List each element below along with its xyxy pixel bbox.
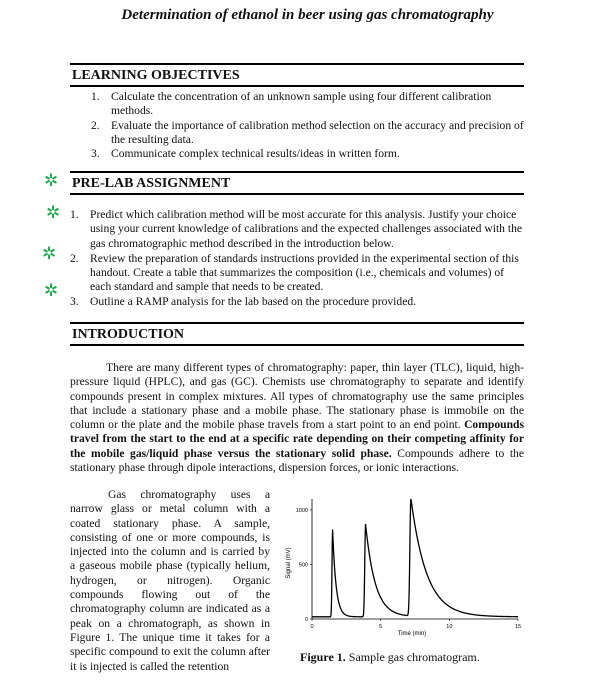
list-item: 2. Review the preparation of standards instructions provided in the experimental section of this handout. Create a table that summarizes the composition (i.e., chemicals and volumes) of each standard and sample that needs to be created. <box>70 251 519 294</box>
list-item: 1. Predict which calibration method will be most accurate for this analysis. Justify your choice using your current knowledge of calibrations and the expected challenges associated with the gas chromatographic method described in the introduction below. <box>70 208 523 250</box>
document-title: Determination of ethanol in beer using gas chromatography <box>121 7 494 23</box>
list-item: 3. Communicate complex technical results/ideas in written form. <box>91 147 400 161</box>
x-tick-label: 0 <box>310 624 314 630</box>
chart-axes <box>312 499 518 619</box>
prelab-list <box>70 208 524 309</box>
green-star-icon: ✲ <box>44 281 59 301</box>
green-star-icon: ✲ <box>42 244 57 264</box>
introduction-gc-paragraph: Gas chromatography uses a narrow glass or metal column with a coated stationary phase. A sample, consisting of one or more compounds, is injected into the column and is carried by a gaseous mobile phase (typically helium, hydrogen, or nitrogen). Organic compounds flowing out of the chromatography column are indicated as a peak on a chromatograph, as shown in Figure 1. The unique time it takes for a specific compound to exit the column after it is injected is called the retention <box>70 488 270 673</box>
chromatogram-trace <box>312 499 518 617</box>
list-item: 1. Calculate the concentration of an unknown sample using four different calibration methods. <box>91 90 492 118</box>
y-tick-label: 0 <box>304 617 308 623</box>
green-star-icon: ✲ <box>44 171 59 191</box>
list-item: 3. Outline a RAMP analysis for the lab based on the procedure provided. <box>70 294 417 308</box>
prelab-heading: PRE-LAB ASSIGNMENT <box>70 171 524 195</box>
x-axis-ticks <box>310 619 521 630</box>
learning-objectives-heading: LEARNING OBJECTIVES <box>70 63 524 87</box>
y-tick-label: 500 <box>298 562 308 569</box>
figure-caption: Figure 1. Sample gas chromatogram. <box>300 650 480 664</box>
learning-objectives-list <box>91 90 524 161</box>
x-tick-label: 10 <box>446 624 453 630</box>
y-axis-label: Signal (mV) <box>286 547 292 579</box>
introduction-heading: INTRODUCTION <box>70 322 524 346</box>
x-tick-label: 5 <box>379 624 383 630</box>
chromatogram-chart <box>282 495 522 645</box>
prelab-section <box>70 171 524 309</box>
list-item: 2. Evaluate the importance of calibration method selection on the accuracy and precision of the resulting data. <box>91 118 524 146</box>
y-tick-label: 1000 <box>295 507 308 514</box>
introduction-paragraph: There are many different types of chromatography: paper, thin layer (TLC), liquid, high-pressure liquid (HPLC), and gas (GC). Chemists use chromatography to separate and identify compounds present in complex mixtures. All types of chromatography use the same principles that include a stationary phase and a mobile phase. The stationary phase is immobile on the column or the plate and the mobile phase travels from a start point to an end point. Compounds travel from the start to the end at a specific rate depending on their competing affinity for the mobile gas/liquid phase versus the stationary solid phase. Compounds adhere to the stationary phase through dipole interactions, dispersion forces, or ionic interactions. <box>70 361 525 475</box>
x-tick-label: 15 <box>514 624 522 630</box>
green-star-icon: ✲ <box>46 203 61 223</box>
y-axis-ticks <box>296 508 312 623</box>
x-axis-label: Time (min) <box>397 631 427 637</box>
introduction-section <box>70 322 524 475</box>
learning-objectives-section <box>70 63 524 161</box>
